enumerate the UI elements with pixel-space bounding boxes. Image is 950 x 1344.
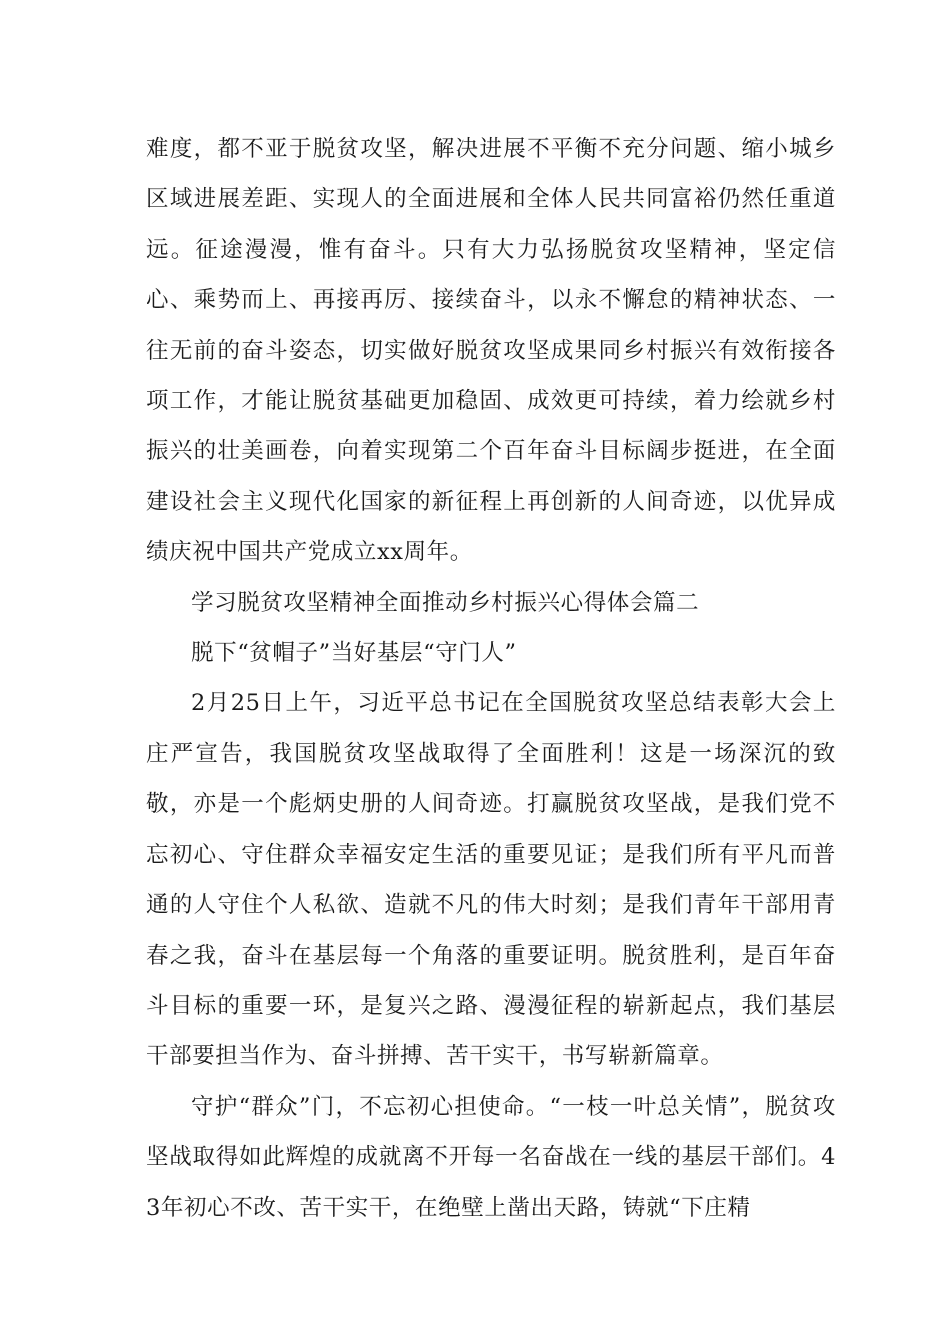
paragraph-intro: 2月25日上午，习近平总书记在全国脱贫攻坚总结表彰大会上庄严宣告，我国脱贫攻坚战取得了全面胜利！这是一场深沉的致敬，亦是一个彪炳史册的人间奇迹。打赢脱贫攻坚战，是我们党不忘初心、守住群众幸福安定生活的重要见证；是我们所有平凡而普通的人守住个人私欲、造就不凡的伟大时刻；是我们青年干部用青春之我，奋斗在基层每一个角落的重要证明。脱贫胜利，是百年奋斗目标的重要一环，是复兴之路、漫漫征程的崭新起点，我们基层干部要担当作为、奋斗拼搏、苦干实干，书写崭新篇章。 bbox=[146, 690, 836, 1070]
paragraph-guard-masses: 守护“群众”门，不忘初心担使命。“一枝一叶总关情”，脱贫攻坚战取得如此辉煌的成就离不开每一名奋战在一线的基层干部们。43年初心不改、苦干实干，在绝壁上凿出天路，铸就“下庄精 bbox=[146, 1093, 836, 1221]
document-page bbox=[146, 124, 836, 1233]
paragraph-continuation: 难度，都不亚于脱贫攻坚，解决进展不平衡不充分问题、缩小城乡区域进展差距、实现人的全面进展和全体人民共同富裕仍然任重道远。征途漫漫，惟有奋斗。只有大力弘扬脱贫攻坚精神，坚定信心、乘势而上、再接再厉、接续奋斗，以永不懈怠的精神状态、一往无前的奋斗姿态，切实做好脱贫攻坚成果同乡村振兴有效衔接各项工作，才能让脱贫基础更加稳固、成效更可持续，着力绘就乡村振兴的壮美画卷，向着实现第二个百年奋斗目标阔步挺进，在全面建设社会主义现代化国家的新征程上再创新的人间奇迹，以优异成绩庆祝中国共产党成立xx周年。 bbox=[146, 136, 836, 566]
article-subtitle: 脱下“贫帽子”当好基层“守门人” bbox=[191, 640, 517, 667]
section-title: 学习脱贫攻坚精神全面推动乡村振兴心得体会篇二 bbox=[191, 589, 700, 616]
